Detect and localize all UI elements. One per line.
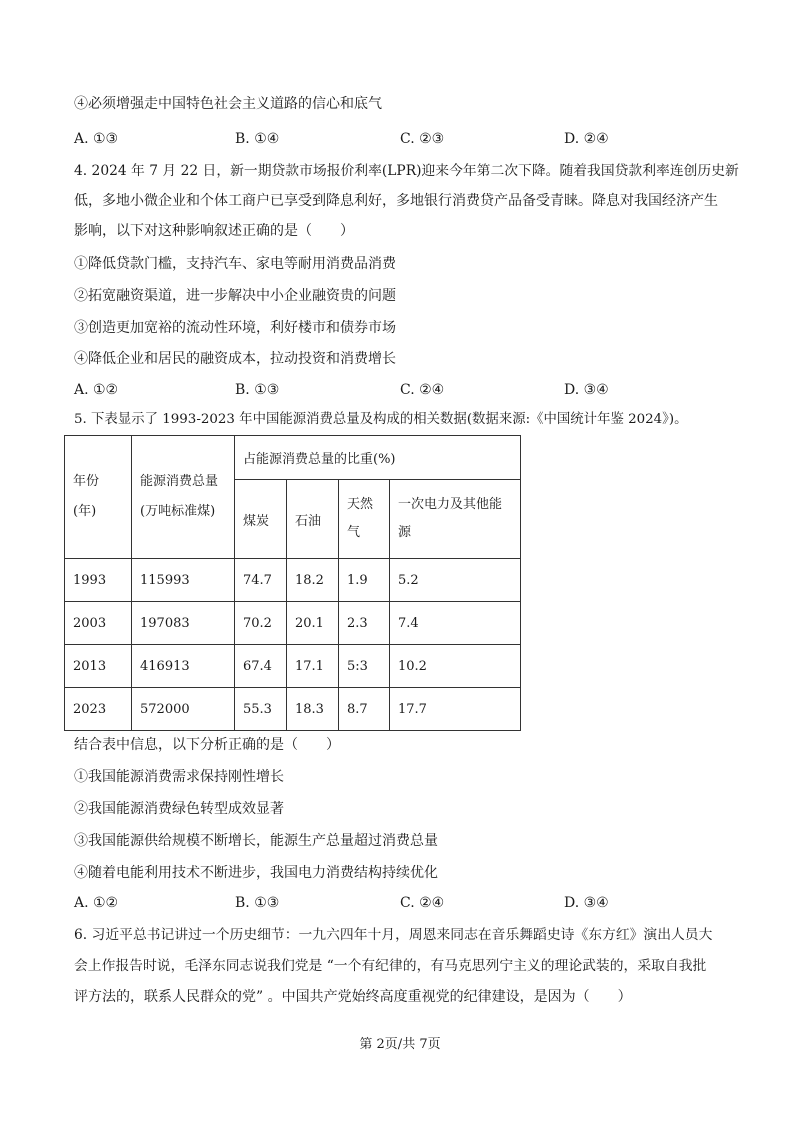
- cell-gas: 2.3: [339, 602, 390, 645]
- q5-item-4: ④随着电能利用技术不断进步，我国电力消费结构持续优化: [74, 865, 438, 881]
- cell-other: 7.4: [390, 602, 521, 645]
- energy-data-table: [64, 435, 521, 731]
- cell-other: 10.2: [390, 645, 521, 688]
- q4-item-4: ④降低企业和居民的融资成本，拉动投资和消费增长: [74, 351, 396, 367]
- q4-option-d: D. ③④: [564, 382, 609, 398]
- cell-gas: 1.9: [339, 559, 390, 602]
- header-total-consumption: 能源消费总量 (万吨标准煤): [132, 436, 235, 559]
- cell-oil: 18.3: [287, 688, 339, 731]
- q5-option-d: D. ③④: [564, 895, 609, 911]
- q4-option-c: C. ②④: [400, 382, 445, 398]
- q4-option-a: A. ①②: [74, 382, 119, 398]
- q5-stem: 5. 下表显示了 1993-2023 年中国能源消费总量及构成的相关数据(数据来源:《中国统计年鉴 2024》)。: [74, 412, 688, 427]
- cell-oil: 17.1: [287, 645, 339, 688]
- q5-option-a: A. ①②: [74, 895, 119, 911]
- q3-item-4: ④必须增强走中国特色社会主义道路的信心和底气: [74, 96, 382, 112]
- q4-stem-line-3: 影响，以下对这种影响叙述正确的是（ ）: [74, 223, 354, 239]
- cell-total: 572000: [132, 688, 235, 731]
- cell-gas: 8.7: [339, 688, 390, 731]
- cell-oil: 20.1: [287, 602, 339, 645]
- q4-item-1: ①降低贷款门槛，支持汽车、家电等耐用消费品消费: [74, 256, 396, 272]
- table-row: [65, 559, 521, 602]
- q5-option-b: B. ①③: [235, 895, 280, 911]
- header-other-power: 一次电力及其他能 源: [390, 480, 521, 559]
- cell-year: 2023: [65, 688, 132, 731]
- cell-total: 416913: [132, 645, 235, 688]
- table-row: [65, 688, 521, 731]
- cell-coal: 67.4: [235, 645, 287, 688]
- header-share: 占能源消费总量的比重(%): [235, 436, 521, 480]
- q4-item-2: ②拓宽融资渠道，进一步解决中小企业融资贵的问题: [74, 288, 396, 304]
- q5-item-2: ②我国能源消费绿色转型成效显著: [74, 801, 284, 817]
- cell-year: 1993: [65, 559, 132, 602]
- q5-item-3: ③我国能源供给规模不断增长，能源生产总量超过消费总量: [74, 833, 438, 849]
- header-natural-gas: 天然 气: [339, 480, 390, 559]
- cell-other: 17.7: [390, 688, 521, 731]
- cell-oil: 18.2: [287, 559, 339, 602]
- cell-year: 2003: [65, 602, 132, 645]
- cell-total: 197083: [132, 602, 235, 645]
- q5-option-c: C. ②④: [400, 895, 445, 911]
- page-footer: 第 2页/共 7页: [359, 1037, 441, 1052]
- cell-other: 5.2: [390, 559, 521, 602]
- q6-line-1: 6. 习近平总书记讲过一个历史细节：一九六四年十月，周恩来同志在音乐舞蹈史诗《东方红》演出人员大: [74, 927, 713, 943]
- table-row: [65, 645, 521, 688]
- cell-gas: 5:3: [339, 645, 390, 688]
- cell-total: 115993: [132, 559, 235, 602]
- table-row: [65, 602, 521, 645]
- cell-coal: 55.3: [235, 688, 287, 731]
- q4-stem-line-1: 4. 2024 年 7 月 22 日，新一期贷款市场报价利率(LPR)迎来今年第二次下降。随着我国贷款利率连创历史新: [74, 163, 739, 179]
- q4-stem-line-2: 低，多地小微企业和个体工商户已享受到降息利好，多地银行消费贷产品备受青睐。降息对我国经济产生: [74, 193, 718, 209]
- q3-option-a: A. ①③: [74, 131, 119, 147]
- header-oil: 石油: [287, 480, 339, 559]
- q5-prompt: 结合表中信息，以下分析正确的是（ ）: [74, 737, 340, 753]
- cell-coal: 74.7: [235, 559, 287, 602]
- q6-line-3: 评方法的，联系人民群众的党” 。中国共产党始终高度重视党的纪律建设，是因为（ ）: [74, 989, 632, 1005]
- cell-coal: 70.2: [235, 602, 287, 645]
- q5-item-1: ①我国能源消费需求保持刚性增长: [74, 769, 284, 785]
- header-year: 年份 (年): [65, 436, 132, 559]
- q3-option-c: C. ②③: [400, 131, 445, 147]
- q3-option-d: D. ②④: [564, 131, 609, 147]
- q4-option-b: B. ①③: [235, 382, 280, 398]
- q4-item-3: ③创造更加宽裕的流动性环境，利好楼市和债券市场: [74, 320, 396, 336]
- header-coal: 煤炭: [235, 480, 287, 559]
- q6-line-2: 会上作报告时说，毛泽东同志说我们党是 “一个有纪律的，有马克思列宁主义的理论武装的，采取自我批: [74, 958, 707, 974]
- cell-year: 2013: [65, 645, 132, 688]
- q3-option-b: B. ①④: [235, 131, 280, 147]
